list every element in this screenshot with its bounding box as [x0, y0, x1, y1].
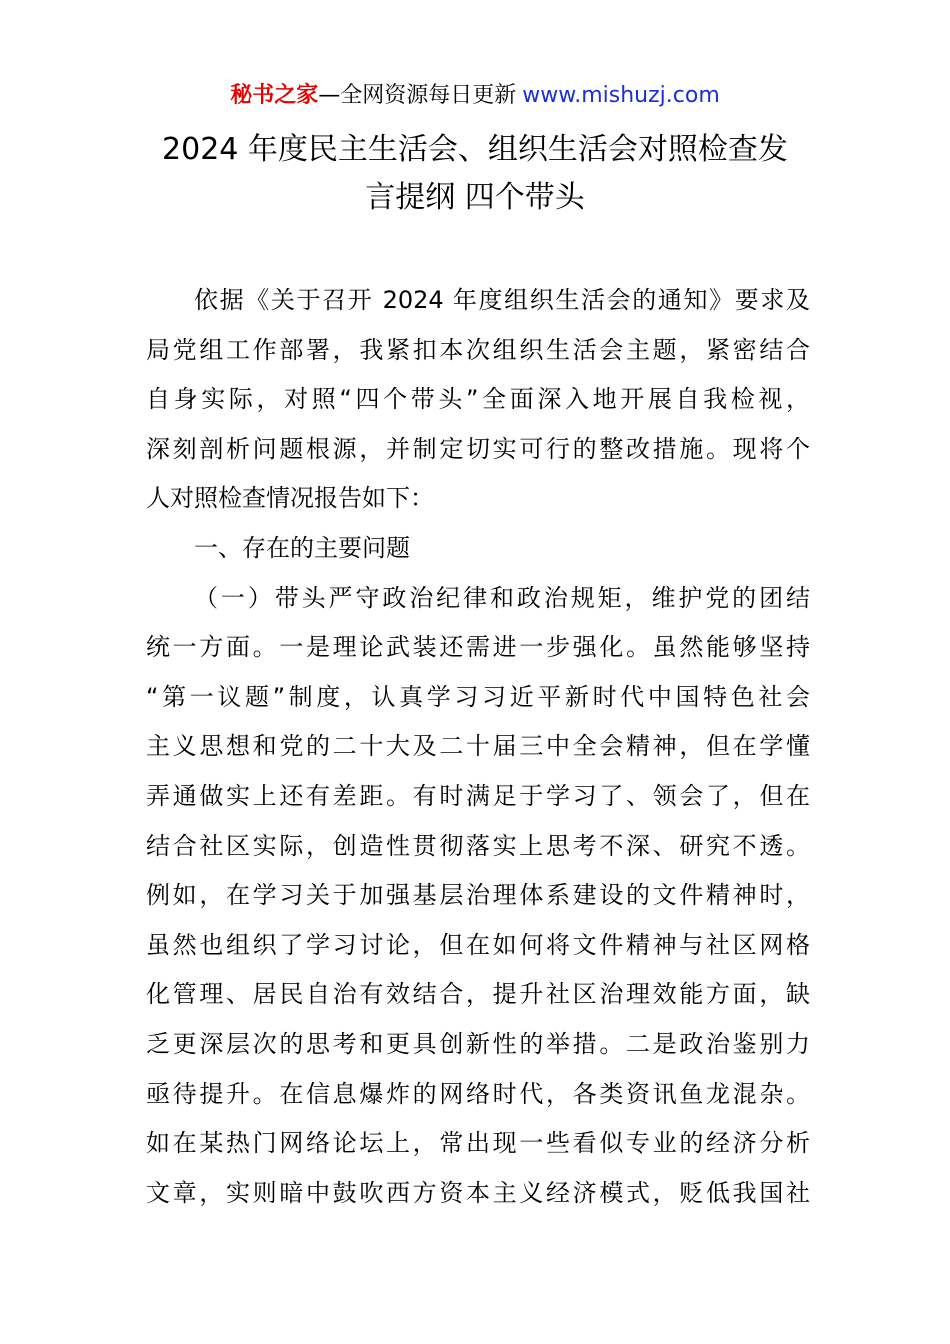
body-line: “第一议题”制度，认真学习习近平新时代中国特色社会 [146, 682, 810, 711]
body-line: 亟待提升。在信息爆炸的网络时代，各类资讯鱼龙混杂。 [146, 1079, 810, 1108]
title-line: 言提纲 四个带头 [365, 180, 585, 215]
body-line: 人对照检查情况报告如下： [146, 484, 434, 513]
body-line: 乏更深层次的思考和更具创新性的举措。二是政治鉴别力 [146, 1029, 810, 1058]
body-line: 深刻剖析问题根源，并制定切实可行的整改措施。现将个 [146, 434, 810, 463]
body-line: 弄通做实上还有差距。有时满足于学习了、领会了，但在 [146, 781, 810, 810]
body-line: 虽然也组织了学习讨论，但在如何将文件精神与社区网格 [146, 930, 810, 959]
site-header [0, 80, 950, 112]
body-line: 依据《关于召开 2024 年度组织生活会的通知》要求及 [194, 286, 810, 314]
body-line: 主义思想和党的二十大及二十届三中全会精神，但在学懂 [146, 732, 810, 761]
body-line: 化管理、居民自治有效结合，提升社区治理效能方面，缺 [146, 980, 810, 1009]
site-url-link[interactable]: www.mishuzj.com [522, 83, 720, 108]
body-line: 自身实际，对照“四个带头”全面深入地开展自我检视， [146, 385, 810, 414]
brand-name: 秘书之家 [230, 83, 319, 108]
body-line: 文章，实则暗中鼓吹西方资本主义经济模式，贬低我国社 [146, 1178, 810, 1207]
header-tagline: —全网资源每日更新 [318, 83, 517, 108]
body-line: 统一方面。一是理论武装还需进一步强化。虽然能够坚持 [146, 633, 810, 662]
document-title [120, 126, 830, 222]
body-line: （一）带头严守政治纪律和政治规矩，维护党的团结 [194, 583, 810, 612]
title-line: 2024 年度民主生活会、组织生活会对照检查发 [162, 132, 788, 167]
document-body [146, 276, 810, 1218]
body-line: 如在某热门网络论坛上，常出现一些看似专业的经济分析 [146, 1129, 810, 1158]
body-line: 局党组工作部署，我紧扣本次组织生活会主题，紧密结合 [146, 335, 810, 364]
body-line: 结合社区实际，创造性贯彻落实上思考不深、研究不透。 [146, 831, 810, 860]
section-heading: 一、存在的主要问题 [194, 533, 410, 562]
body-line: 例如，在学习关于加强基层治理体系建设的文件精神时， [146, 881, 810, 910]
